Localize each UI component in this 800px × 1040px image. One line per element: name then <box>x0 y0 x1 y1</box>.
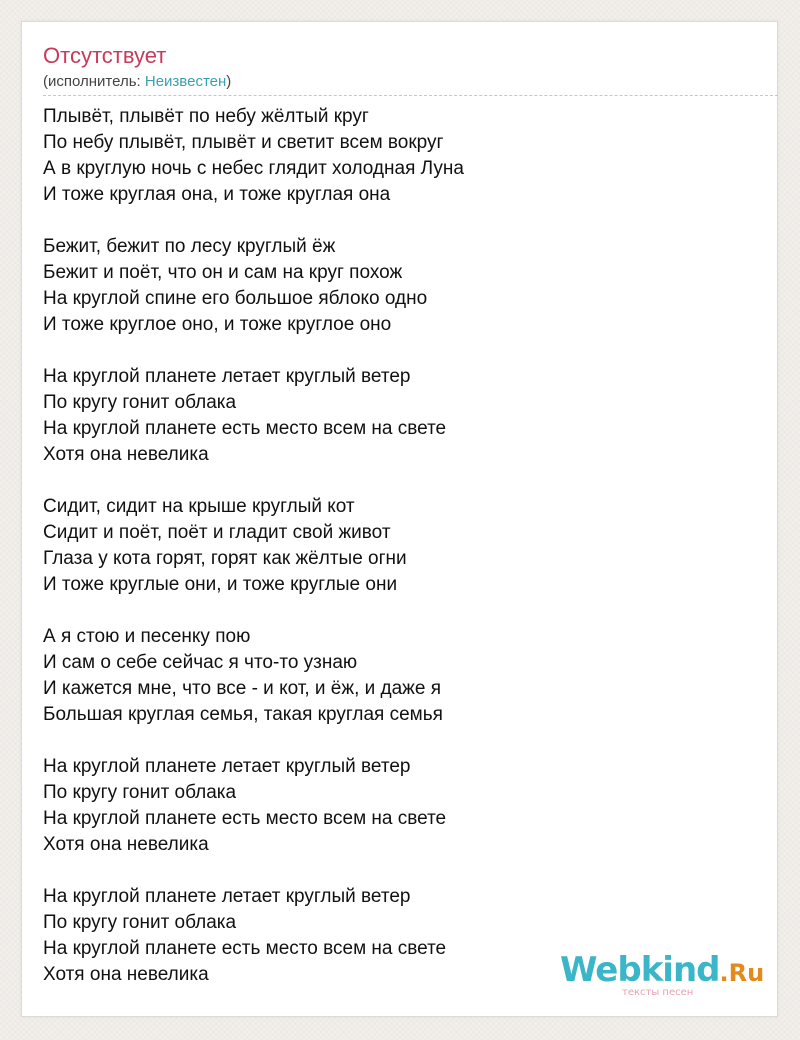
stanza-4 <box>43 494 758 598</box>
lyrics-body <box>43 104 758 1014</box>
stanza-5 <box>43 624 758 728</box>
lyric-line: И тоже круглая она, и тоже круглая она <box>43 184 391 205</box>
artist-prefix: (исполнитель: <box>43 73 145 90</box>
lyric-line: Бежит, бежит по лесу круглый ёж <box>43 236 336 257</box>
lyric-line: Сидит и поёт, поёт и гладит свой живот <box>43 522 391 543</box>
lyric-line: На круглой планете есть место всем на свете <box>43 418 447 439</box>
artist-line <box>43 73 231 91</box>
lyric-line: И тоже круглые они, и тоже круглые они <box>43 574 398 595</box>
lyric-line: Большая круглая семья, такая круглая семья <box>43 704 443 725</box>
logo-tld: .Ru <box>719 959 765 987</box>
lyric-line: Хотя она невелика <box>43 444 209 465</box>
lyric-line: По кругу гонит облака <box>43 392 237 413</box>
lyric-line: По кругу гонит облака <box>43 782 237 803</box>
stanza-6 <box>43 754 758 858</box>
lyric-line: И кажется мне, что все - и кот, и ёж, и даже я <box>43 678 442 699</box>
lyric-line: На круглой планете есть место всем на свете <box>43 808 447 829</box>
stanza-2 <box>43 234 758 338</box>
lyric-line: По кругу гонит облака <box>43 912 237 933</box>
stanza-1 <box>43 104 758 208</box>
lyric-line: По небу плывёт, плывёт и светит всем вокруг <box>43 132 444 153</box>
lyric-line: Глаза у кота горят, горят как жёлтые огни <box>43 548 407 569</box>
lyric-line: На круглой планете есть место всем на свете <box>43 938 447 959</box>
lyric-line: Хотя она невелика <box>43 964 209 985</box>
lyric-line: Хотя она невелика <box>43 834 209 855</box>
song-title: Отсутствует <box>43 43 167 68</box>
logo-main-text: Webkind <box>560 950 720 990</box>
lyric-line: Сидит, сидит на крыше круглый кот <box>43 496 355 517</box>
lyric-line: И тоже круглое оно, и тоже круглое оно <box>43 314 392 335</box>
lyric-line: На круглой планете летает круглый ветер <box>43 886 411 907</box>
lyric-line: На круглой спине его большое яблоко одно <box>43 288 428 309</box>
lyric-line: На круглой планете летает круглый ветер <box>43 366 411 387</box>
artist-link[interactable]: Неизвестен <box>144 73 227 90</box>
lyric-line: Бежит и поёт, что он и сам на круг похож <box>43 262 403 283</box>
title-divider <box>43 95 778 96</box>
lyric-line: А в круглую ночь с небес глядит холодная Луна <box>43 158 464 179</box>
lyric-line: На круглой планете летает круглый ветер <box>43 756 411 777</box>
lyric-line: И сам о себе сейчас я что-то узнаю <box>43 652 358 673</box>
webkind-logo[interactable] <box>560 950 765 1000</box>
lyrics-card <box>21 21 778 1017</box>
logo-subtitle: тексты песен <box>622 987 694 998</box>
artist-suffix: ) <box>226 73 232 90</box>
lyric-line: Плывёт, плывёт по небу жёлтый круг <box>43 106 369 127</box>
stanza-3 <box>43 364 758 468</box>
lyric-line: А я стою и песенку пою <box>43 626 251 647</box>
